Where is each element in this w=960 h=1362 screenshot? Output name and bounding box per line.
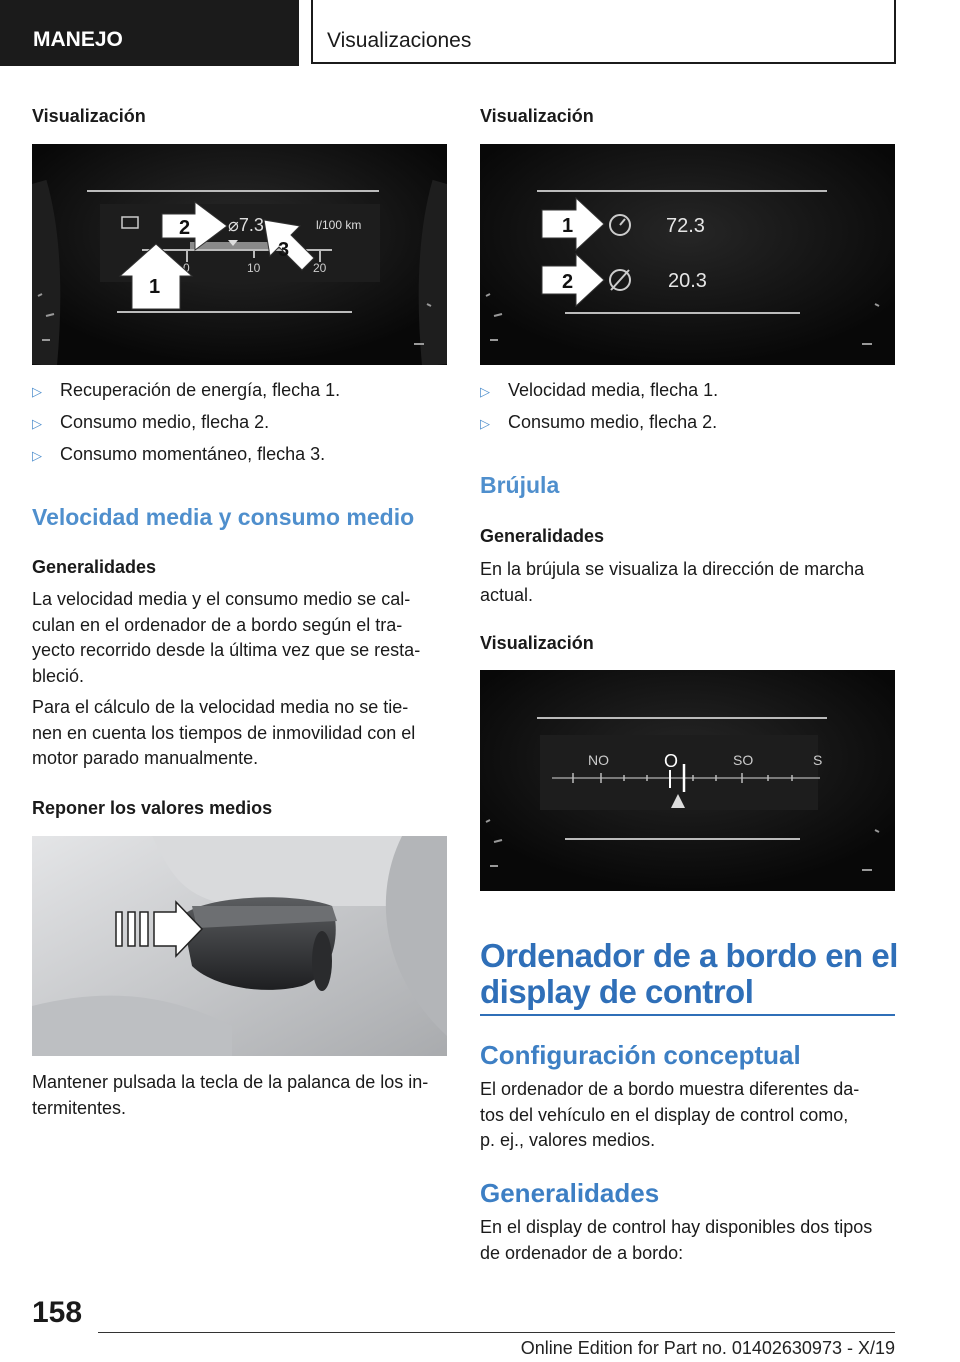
text-line: nen en cuenta los tiempos de inmovilidad con el [32, 722, 416, 743]
scale-tick-0: 0 [183, 261, 190, 275]
heading-brujula: Brújula [480, 472, 560, 498]
right-bullet-1 [480, 380, 718, 401]
bullet-text: Velocidad media, flecha 1. [508, 380, 719, 400]
edition-footer: Online Edition for Part no. 01402630973 - X/19 [520, 1338, 895, 1358]
arrow-2-label: 2 [179, 217, 191, 239]
speed-consumption-display-image [480, 144, 895, 365]
arrow-1-label: 1 [562, 215, 574, 237]
scale-tick-10: 10 [247, 261, 261, 275]
arrow-2-label: 2 [562, 271, 574, 293]
triangle-bullet-icon: ▷ [32, 448, 42, 463]
left-bullet-2 [32, 412, 269, 433]
bullet-text: Consumo medio, flecha 2. [508, 412, 718, 432]
consumption-display-image [32, 144, 447, 365]
text-line: tos del vehículo en el display de control como, [480, 1104, 849, 1125]
reset-averages-label: Reponer los valores medios [32, 798, 273, 818]
text-line: de ordenador de a bordo: [480, 1242, 684, 1263]
compass-label-no: NO [588, 752, 609, 768]
triangle-bullet-icon: ▷ [480, 416, 490, 431]
text-line: Mantener pulsada la tecla de la palanca de los in- [32, 1072, 429, 1092]
compass-label-so: SO [733, 752, 754, 768]
footer-rule [98, 1332, 895, 1333]
left-generalidades-label: Generalidades [32, 557, 157, 577]
text-line: En el display de control hay disponibles dos tipos [480, 1217, 873, 1237]
text-line: Para el cálculo de la velocidad media no se tie- [32, 697, 409, 717]
triangle-bullet-icon: ▷ [32, 384, 42, 399]
text-line: yecto recorrido desde la última vez que se resta- [32, 640, 421, 660]
text-line: p. ej., valores medios. [480, 1130, 656, 1150]
avg-speed-value: 72.3 [666, 215, 705, 237]
avg-consumption-value-2: 20.3 [668, 270, 707, 292]
section-title: MANEJO [33, 28, 123, 51]
left-paragraph-1 [32, 587, 452, 689]
avg-consumption-value: ⌀7.3 [228, 215, 264, 235]
arrow-1-label: 1 [149, 276, 161, 298]
consumption-unit: l/100 km [316, 218, 362, 232]
heading-rule [480, 1014, 895, 1016]
scale-tick-20: 20 [313, 261, 327, 275]
bullet-text: Recuperación de energía, flecha 1. [60, 380, 341, 400]
compass-label-s: S [813, 752, 823, 768]
right-visualizacion-label-2: Visualización [480, 633, 594, 653]
left-bullet-1 [32, 380, 340, 401]
left-paragraph-2 [32, 695, 452, 772]
lever-caption [32, 1070, 452, 1121]
triangle-bullet-icon: ▷ [32, 416, 42, 431]
arrow-3-label: 3 [278, 239, 290, 261]
text-line: termitentes. [32, 1097, 127, 1118]
text-line: actual. [480, 584, 534, 605]
triangle-bullet-icon: ▷ [480, 384, 490, 399]
text-line: culan en el ordenador de a bordo según el tra- [32, 614, 403, 635]
heading-velocidad-consumo: Velocidad media y consumo medio [32, 504, 415, 530]
heading-configuracion: Configuración conceptual [480, 1040, 801, 1070]
compass-label-o: O [664, 751, 679, 771]
right-generalidades-label: Generalidades [480, 526, 605, 546]
heading-line: Ordenador de a bordo en el [480, 937, 898, 974]
generalidades-paragraph [480, 1215, 900, 1266]
left-bullet-3 [32, 444, 325, 465]
right-visualizacion-label: Visualización [480, 106, 594, 126]
bullet-text: Consumo medio, flecha 2. [60, 412, 270, 432]
turn-signal-lever-image [32, 836, 447, 1056]
chapter-tab [311, 0, 896, 64]
text-line: motor parado manualmente. [32, 748, 259, 768]
heading-line: display de control [480, 973, 754, 1010]
heading-ordenador [480, 938, 900, 1010]
page-number: 158 [32, 1296, 83, 1329]
chapter-title: Visualizaciones [327, 29, 472, 52]
text-line: En la brújula se visualiza la dirección de marcha [480, 559, 865, 579]
text-line: La velocidad media y el consumo medio se cal- [32, 589, 411, 609]
section-tab [0, 0, 299, 66]
text-line: El ordenador de a bordo muestra diferentes da- [480, 1079, 860, 1099]
compass-display-image [480, 670, 895, 891]
bullet-text: Consumo momentáneo, flecha 3. [60, 444, 326, 464]
right-bullet-2 [480, 412, 717, 433]
heading-generalidades: Generalidades [480, 1178, 660, 1208]
left-visualizacion-label: Visualización [32, 106, 146, 126]
text-line: bleció. [32, 665, 85, 686]
config-paragraph [480, 1077, 900, 1154]
brujula-paragraph [480, 557, 900, 608]
